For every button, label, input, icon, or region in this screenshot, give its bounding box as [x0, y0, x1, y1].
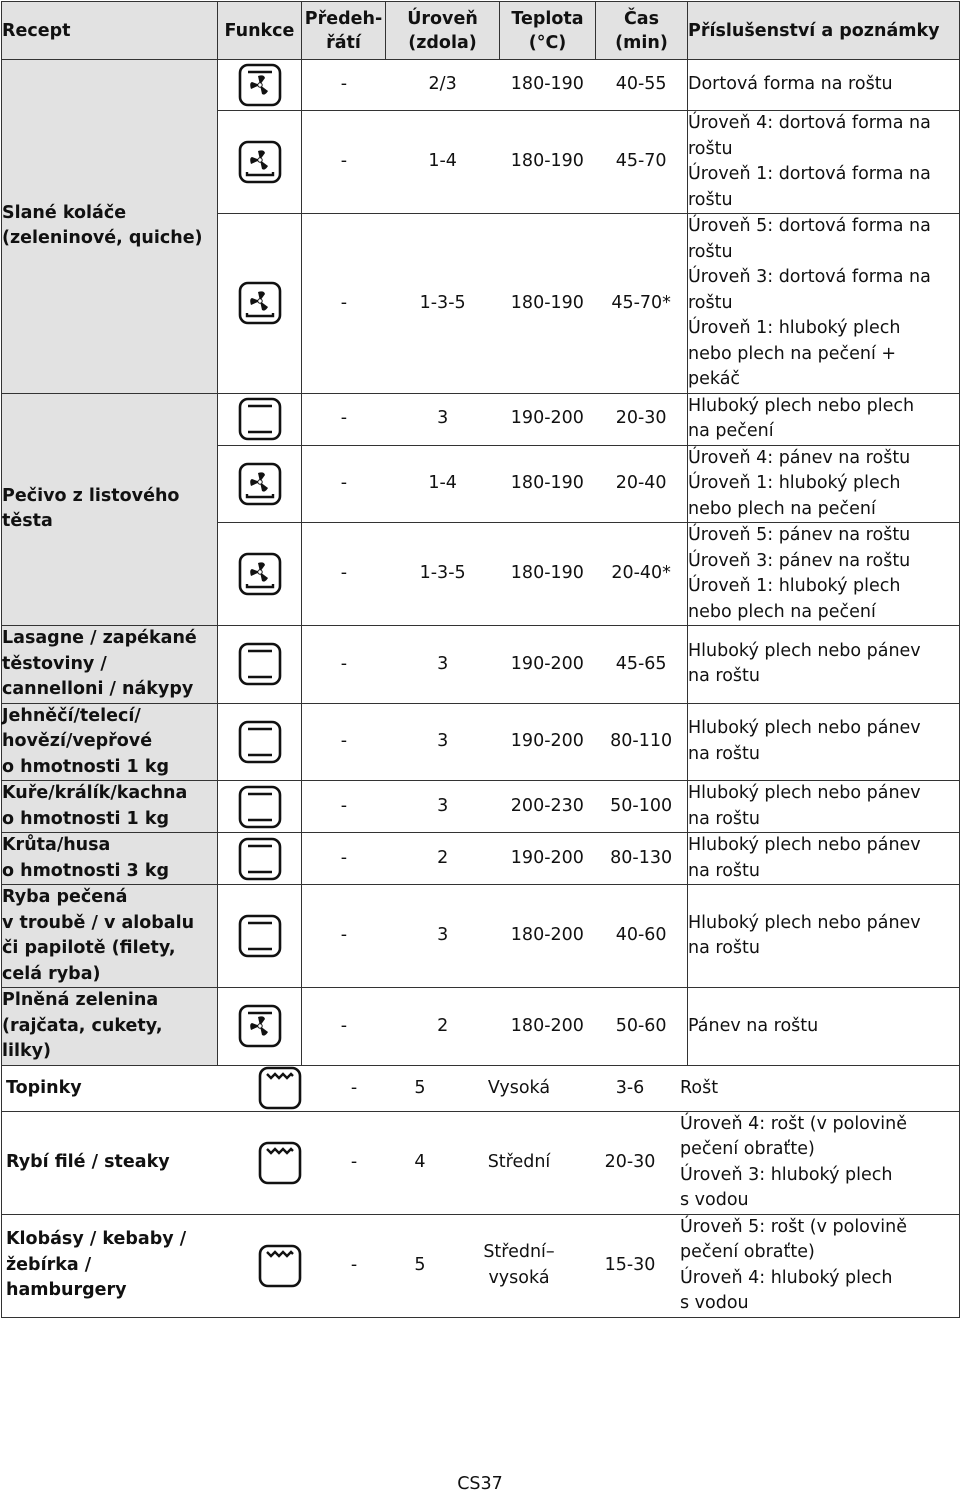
values-cell — [302, 703, 688, 781]
recipe-name: Slané koláče (zeleninové, quiche) — [2, 202, 203, 249]
table-row — [2, 1111, 960, 1214]
preheat-value: - — [340, 408, 348, 429]
note-text: Hluboký plech nebo pánev na roštu — [688, 835, 921, 881]
note-cell — [688, 111, 960, 214]
temp-value: 180-200 — [510, 1015, 584, 1036]
grill-row — [2, 1215, 959, 1317]
temp-value: 180-190 — [510, 151, 584, 172]
note-cell — [688, 781, 960, 833]
preheat-value: - — [340, 925, 348, 946]
header-notes: Příslušenství a poznámky — [688, 2, 960, 60]
fan-bottom-heat-icon — [238, 552, 282, 596]
level-value: 1-3-5 — [419, 292, 466, 313]
recipe-cell — [2, 626, 218, 704]
level-value: 2 — [437, 1015, 449, 1036]
values-cell — [302, 833, 688, 885]
grill-icon — [258, 1141, 302, 1185]
values-cell — [302, 111, 688, 214]
grill-icon — [258, 1244, 302, 1288]
function-cell — [218, 523, 302, 626]
note-text: Hluboký plech nebo pánev na roštu — [688, 718, 921, 764]
values-row — [302, 561, 687, 587]
function-cell — [218, 833, 302, 885]
level-value: 3 — [437, 731, 449, 751]
preheat-value: - — [350, 1151, 358, 1172]
note-cell — [688, 214, 960, 394]
recipe-name: Ryba pečená v troubě / v alobalu či papilotě (filety, celá ryba) — [2, 887, 195, 984]
time-value: 20-30 — [604, 1151, 656, 1172]
time-value: 50-60 — [615, 1015, 667, 1036]
time-value: 3-6 — [615, 1078, 645, 1098]
recipe-name: Klobásy / kebaby / žebírka / hamburgery — [6, 1229, 187, 1301]
header-row — [2, 2, 960, 60]
values-row — [302, 923, 687, 949]
preheat-value: - — [340, 653, 348, 674]
level-value: 1-4 — [428, 473, 457, 493]
temp-value: 180-200 — [510, 925, 584, 946]
values-cell — [302, 523, 688, 626]
table-row — [2, 393, 960, 445]
header-temp-text: Teplota (°C) — [511, 8, 584, 53]
note-text: Úroveň 5: pánev na roštu Úroveň 3: pánev na roštu Úroveň 1: hluboký plech nebo plech na pečení — [688, 525, 911, 622]
level-value: 3 — [437, 408, 449, 429]
note-cell — [688, 703, 960, 781]
values-cell — [302, 626, 688, 704]
temp-value: 180-190 — [510, 473, 584, 493]
note-cell — [688, 885, 960, 988]
recipe-name: Krůta/husa o hmotnosti 3 kg — [2, 835, 169, 881]
values-cell — [302, 781, 688, 833]
header-recipe: Recept — [2, 2, 218, 60]
temp-value: 180-190 — [510, 292, 584, 313]
note-cell — [688, 445, 960, 523]
note-text: Pánev na roštu — [688, 1015, 819, 1036]
fan-bottom-heat-icon — [238, 140, 282, 184]
conventional-icon — [238, 642, 282, 686]
function-slot — [238, 1244, 322, 1288]
time-value: 40-60 — [615, 925, 667, 946]
values-row — [302, 794, 687, 820]
preheat-value: - — [340, 563, 348, 584]
temp-value: 190-200 — [510, 653, 584, 674]
temp-value: 190-200 — [510, 731, 584, 751]
time-value: 45-70* — [611, 292, 671, 313]
recipe-name: Jehněčí/telecí/ hovězí/vepřové o hmotnosti 1 kg — [2, 705, 169, 777]
time-value: 20-40 — [615, 473, 667, 493]
conventional-icon — [238, 914, 282, 958]
time-value: 40-55 — [615, 74, 667, 95]
time-value: 50-100 — [610, 795, 673, 816]
table-row — [2, 626, 960, 704]
preheat-value: - — [340, 292, 348, 313]
note-text: Hluboký plech nebo plech na pečení — [688, 395, 915, 441]
function-cell — [218, 885, 302, 988]
temp-value: 180-190 — [510, 563, 584, 584]
level-value: 1-4 — [428, 151, 457, 172]
fan-bottom-heat-icon — [238, 462, 282, 506]
values-row — [302, 291, 687, 317]
preheat-value: - — [340, 795, 348, 816]
temp-value: Vysoká — [487, 1078, 551, 1098]
level-value: 2/3 — [428, 74, 457, 95]
function-cell — [218, 703, 302, 781]
level-value: 1-3-5 — [419, 563, 466, 584]
time-value: 15-30 — [604, 1254, 656, 1275]
table-row — [2, 60, 960, 111]
grill-row — [2, 1112, 959, 1214]
note-text: Hluboký plech nebo pánev na roštu — [688, 912, 921, 958]
preheat-value: - — [340, 847, 348, 868]
note-text: Úroveň 4: pánev na roštu Úroveň 1: hluboký plech nebo plech na pečení — [688, 447, 911, 519]
header-function: Funkce — [218, 2, 302, 60]
preheat-value: - — [340, 151, 348, 172]
temp-value: 190-200 — [510, 847, 584, 868]
values-row — [302, 1014, 687, 1040]
function-slot — [238, 1066, 322, 1110]
note-cell — [688, 988, 960, 1066]
recipe-name: Kuře/králík/kachna o hmotnosti 1 kg — [2, 783, 188, 829]
conventional-icon — [238, 785, 282, 829]
time-value: 45-65 — [615, 653, 667, 674]
note-text: Úroveň 5: rošt (v polovině pečení obraťte) Úroveň 4: hluboký plech s vodou — [680, 1216, 907, 1313]
recipe-cell — [2, 60, 218, 394]
recipe-name: Rybí filé / steaky — [6, 1151, 170, 1172]
temp-value: Střední– vysoká — [483, 1242, 555, 1288]
recipe-name: Topinky — [6, 1078, 82, 1098]
time-value: 45-70 — [615, 151, 667, 172]
function-cell — [218, 626, 302, 704]
values-row — [302, 729, 687, 755]
time-value: 20-30 — [615, 408, 667, 429]
values-cell — [302, 445, 688, 523]
temp-value: 190-200 — [510, 408, 584, 429]
preheat-value: - — [340, 74, 348, 95]
function-cell — [218, 60, 302, 111]
note-text: Úroveň 5: dortová forma na roštu Úroveň 3: dortová forma na roštu Úroveň 1: hluboký plech nebo plech na pečení + pekáč — [688, 216, 931, 389]
note-text: Hluboký plech nebo pánev na roštu — [688, 783, 921, 829]
time-value: 20-40* — [611, 563, 671, 584]
level-value: 2 — [437, 847, 449, 868]
note-cell — [688, 60, 960, 111]
time-value: 80-110 — [610, 731, 673, 751]
fan-icon — [238, 1004, 282, 1048]
conventional-icon — [238, 720, 282, 764]
temp-value: Střední — [487, 1151, 551, 1172]
function-cell — [218, 111, 302, 214]
values-cell — [302, 214, 688, 394]
conventional-icon — [238, 397, 282, 441]
preheat-value: - — [350, 1254, 358, 1275]
level-value: 5 — [414, 1078, 426, 1098]
fan-icon — [238, 63, 282, 107]
grill-row-cell — [2, 1065, 960, 1111]
values-cell — [302, 988, 688, 1066]
note-cell — [688, 626, 960, 704]
table-row — [2, 1065, 960, 1111]
page-number: CS37 — [457, 1474, 503, 1494]
recipe-cell — [2, 781, 218, 833]
note-text: Úroveň 4: rošt (v polovině pečení obraťte) Úroveň 3: hluboký plech s vodou — [680, 1113, 907, 1210]
note-cell — [688, 393, 960, 445]
recipe-table — [1, 1, 960, 1318]
note-text: Dortová forma na roštu — [688, 74, 893, 95]
level-value: 5 — [414, 1254, 426, 1275]
table-row — [2, 703, 960, 781]
recipe-cell — [2, 988, 218, 1066]
values-row — [302, 149, 687, 175]
header-temp — [500, 2, 596, 60]
values-cell — [302, 885, 688, 988]
header-level — [386, 2, 500, 60]
header-time — [596, 2, 688, 60]
function-cell — [218, 988, 302, 1066]
level-value: 3 — [437, 795, 449, 816]
values-row — [302, 652, 687, 678]
grill-row-cell — [2, 1111, 960, 1214]
values-row — [302, 406, 687, 432]
values-cell — [302, 60, 688, 111]
preheat-value: - — [340, 473, 348, 493]
function-cell — [218, 781, 302, 833]
grill-icon — [258, 1066, 302, 1110]
preheat-value: - — [350, 1078, 358, 1098]
recipe-cell — [2, 833, 218, 885]
note-cell — [688, 833, 960, 885]
recipe-name: Lasagne / zapékané těstoviny / cannelloni / nákypy — [2, 628, 197, 699]
note-text: Úroveň 4: dortová forma na roštu Úroveň 1: dortová forma na roštu — [688, 113, 931, 210]
level-value: 4 — [414, 1151, 426, 1172]
recipe-name: Pečivo z listového těsta — [2, 485, 180, 532]
note-text: Hluboký plech nebo pánev na roštu — [688, 640, 921, 687]
header-level-text: Úroveň (zdola) — [407, 8, 478, 53]
values-row — [302, 471, 687, 497]
header-time-text: Čas (min) — [615, 8, 668, 53]
values-row — [302, 72, 687, 98]
table-row — [2, 988, 960, 1066]
level-value: 3 — [437, 925, 449, 946]
note-text: Rošt — [680, 1078, 719, 1098]
conventional-icon — [238, 837, 282, 881]
table-row — [2, 781, 960, 833]
function-slot — [238, 1141, 322, 1185]
grill-row — [2, 1066, 959, 1110]
header-preheat — [302, 2, 386, 60]
temp-value: 180-190 — [510, 74, 584, 95]
table-row — [2, 885, 960, 988]
preheat-value: - — [340, 731, 348, 751]
recipe-name: Plněná zelenina (rajčata, cukety, lilky) — [2, 990, 163, 1061]
function-cell — [218, 393, 302, 445]
temp-value: 200-230 — [510, 795, 584, 816]
header-preheat-text: Předeh- řátí — [304, 8, 383, 53]
function-cell — [218, 445, 302, 523]
preheat-value: - — [340, 1015, 348, 1036]
fan-bottom-heat-icon — [238, 281, 282, 325]
grill-row-cell — [2, 1214, 960, 1317]
table-row — [2, 833, 960, 885]
values-row — [302, 846, 687, 872]
function-cell — [218, 214, 302, 394]
note-cell — [688, 523, 960, 626]
recipe-cell — [2, 703, 218, 781]
table-row — [2, 1214, 960, 1317]
recipe-cell — [2, 885, 218, 988]
recipe-cell — [2, 393, 218, 626]
time-value: 80-130 — [610, 847, 673, 868]
values-cell — [302, 393, 688, 445]
level-value: 3 — [437, 653, 449, 674]
